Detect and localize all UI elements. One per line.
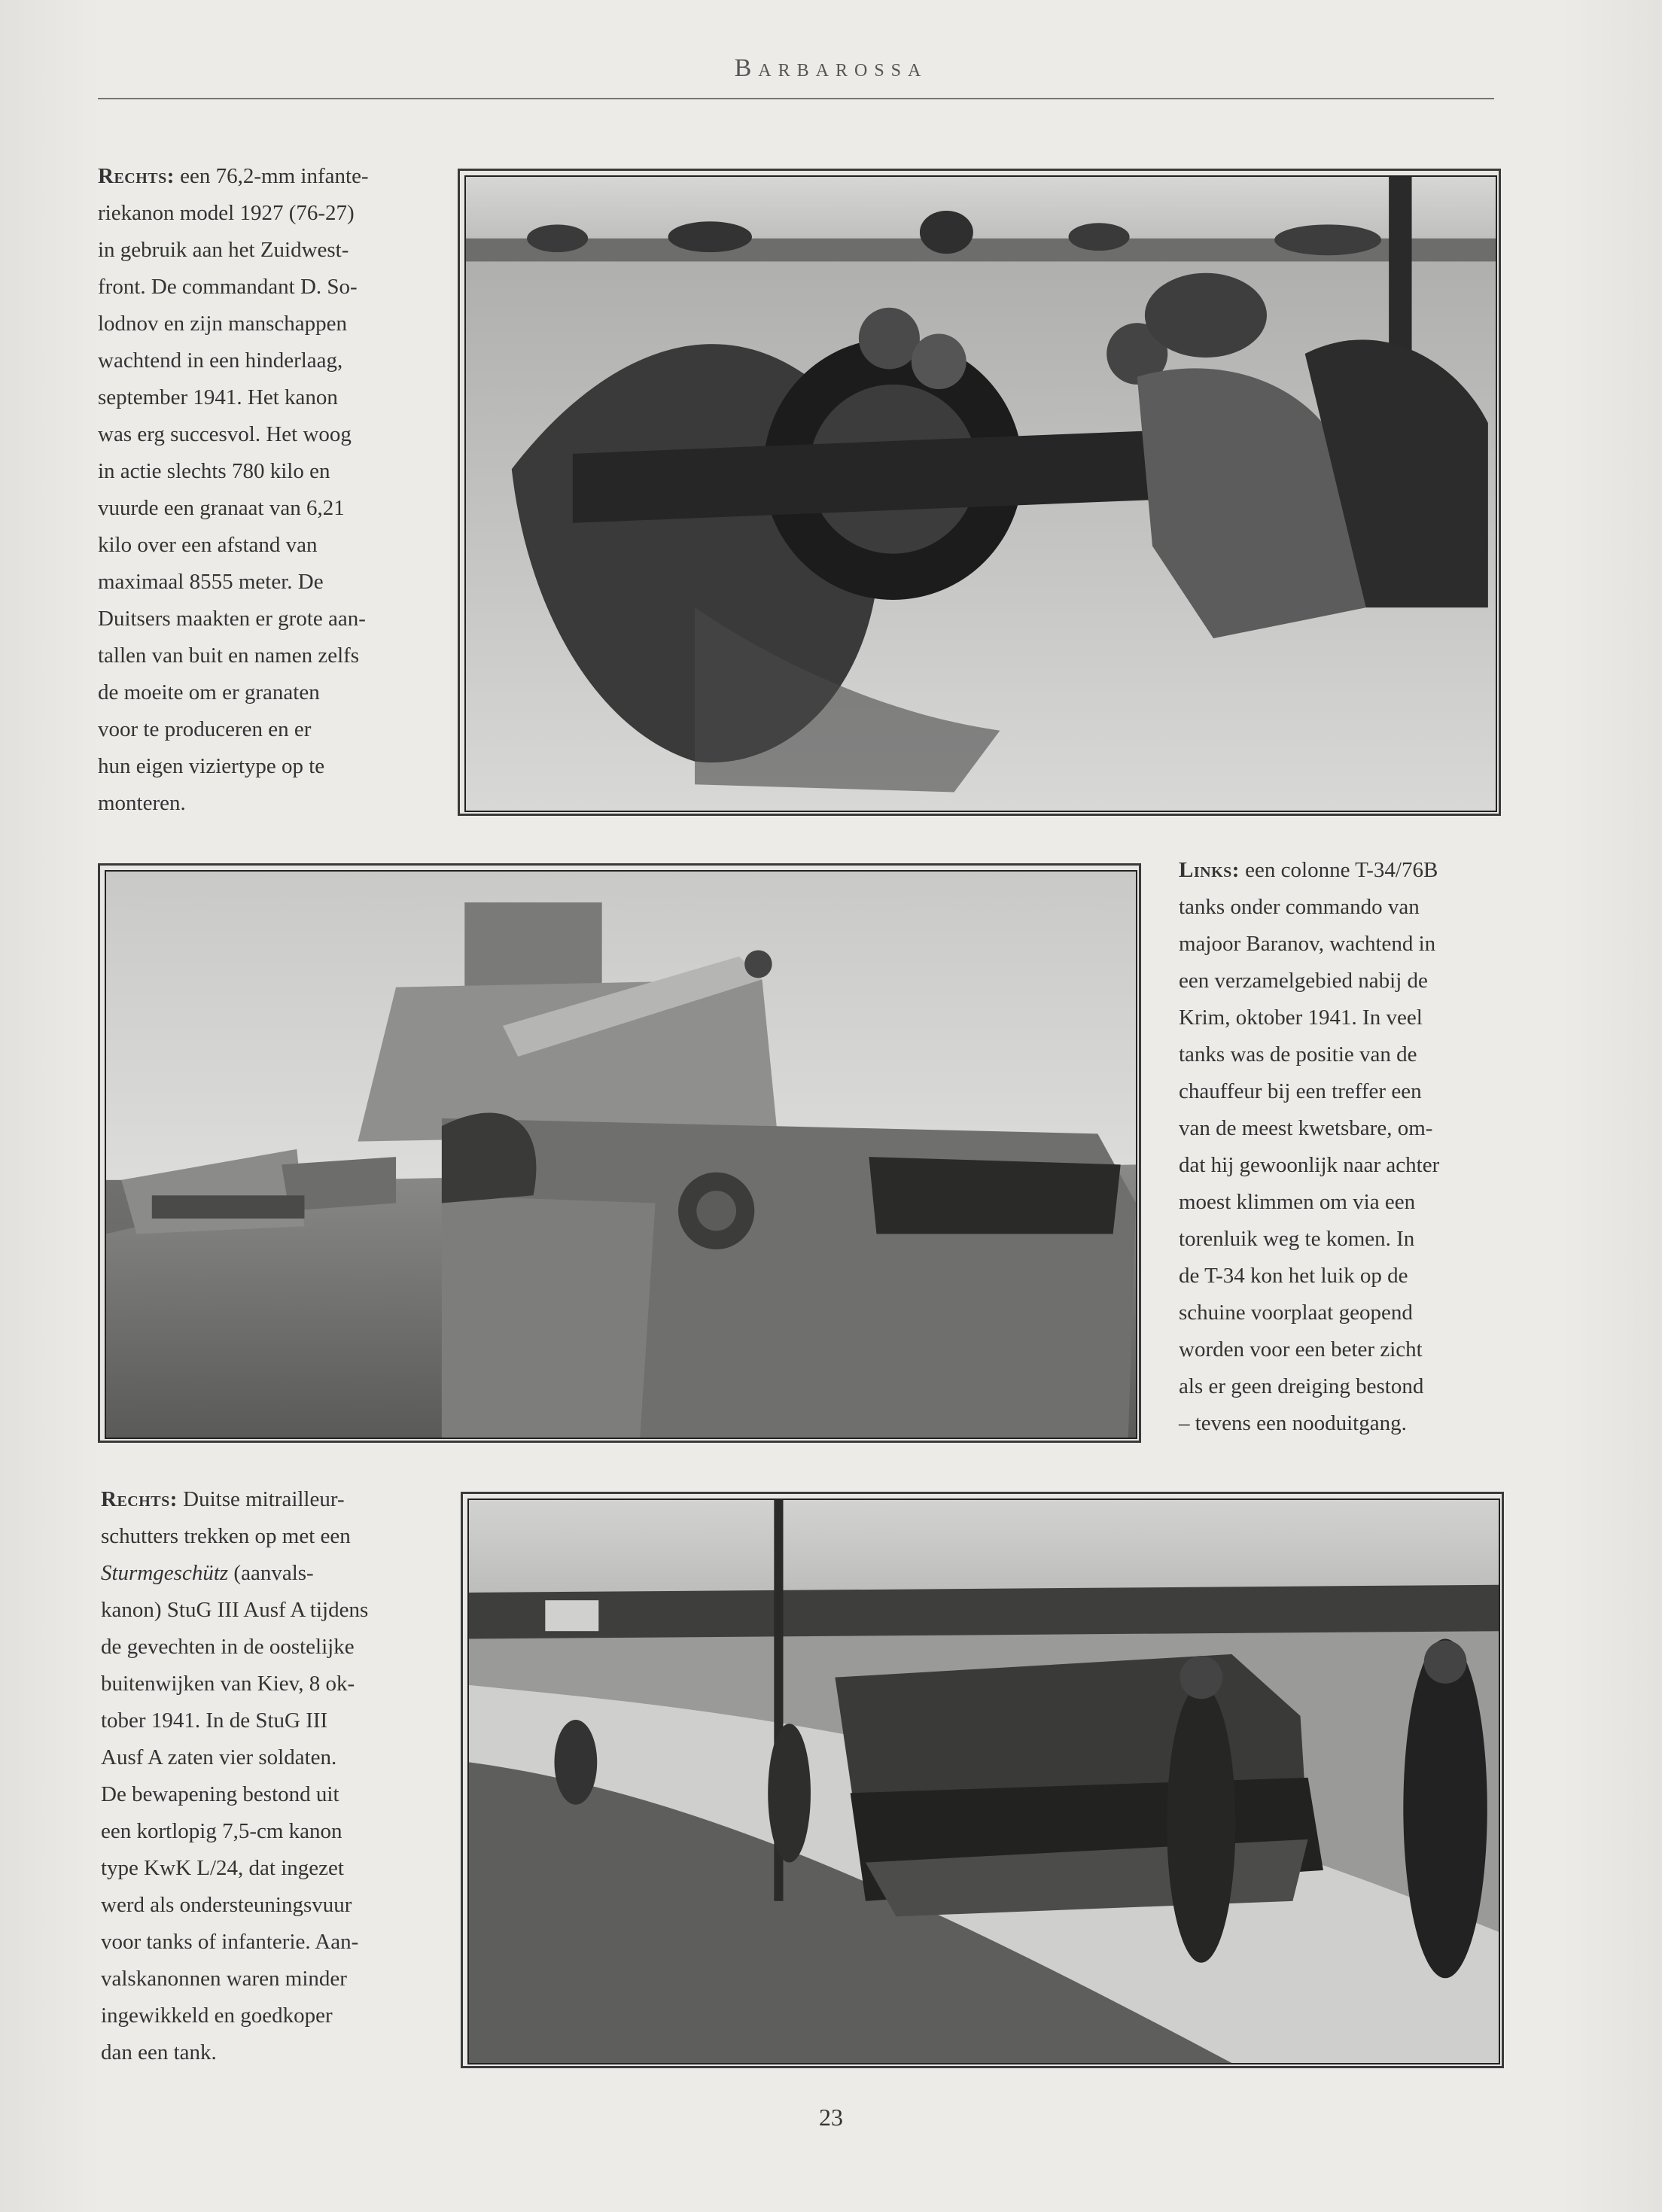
caption-stug: [101, 1481, 432, 2071]
caption-line: Duitsers maakten er grote aan-: [98, 607, 366, 631]
header-rule: [98, 98, 1494, 99]
caption-line: monteren.: [98, 791, 186, 815]
caption-line: een kortlopig 7,5-cm kanon: [101, 1819, 342, 1843]
caption-line: kilo over een afstand van: [98, 533, 318, 557]
caption-line: valskanonnen waren minder: [101, 1967, 347, 1991]
caption-line: van de meest kwetsbare, om-: [1179, 1116, 1433, 1140]
caption-line: als er geen dreiging bestond: [1179, 1374, 1424, 1398]
caption-infantry-gun: [98, 158, 429, 822]
caption-line: dat hij gewoonlijk naar achter: [1179, 1153, 1440, 1177]
running-header: Barbarossa: [734, 54, 928, 82]
caption-line: maximaal 8555 meter. De: [98, 570, 324, 594]
caption-line: vuurde een granaat van 6,21: [98, 496, 345, 520]
caption-line: in actie slechts 780 kilo en: [98, 459, 330, 483]
caption-line: tanks onder commando van: [1179, 895, 1420, 919]
caption-label: Links:: [1179, 858, 1240, 882]
caption-line: een 76,2-mm infante-: [180, 164, 369, 188]
caption-line: – tevens een nooduitgang.: [1179, 1411, 1407, 1435]
caption-line: de moeite om er granaten: [98, 680, 320, 704]
caption-line: in gebruik aan het Zuidwest-: [98, 238, 349, 262]
caption-line: werd als ondersteuningsvuur: [101, 1893, 352, 1917]
caption-line: tanks was de positie van de: [1179, 1042, 1417, 1066]
caption-line: voor te produceren en er: [98, 717, 312, 741]
caption-line: een colonne T-34/76B: [1245, 858, 1438, 882]
caption-line: tallen van buit en namen zelfs: [98, 644, 360, 668]
caption-line: De bewapening bestond uit: [101, 1782, 339, 1806]
caption-line: Krim, oktober 1941. In veel: [1179, 1006, 1423, 1030]
caption-line: Duitse mitrailleur-: [183, 1487, 345, 1511]
caption-line: een verzamelgebied nabij de: [1179, 969, 1428, 993]
caption-line: kanon) StuG III Ausf A tijdens: [101, 1598, 369, 1622]
caption-line: Ausf A zaten vier soldaten.: [101, 1745, 337, 1769]
caption-line: riekanon model 1927 (76-27): [98, 201, 355, 225]
caption-line: wachtend in een hinderlaag,: [98, 348, 343, 373]
caption-line: (aanvals-: [228, 1561, 314, 1585]
caption-line: type KwK L/24, dat ingezet: [101, 1856, 344, 1880]
caption-t34-column: [1179, 852, 1495, 1442]
photo-soldiers-infantry-gun-image: [466, 177, 1496, 811]
caption-line: torenluik weg te komen. In: [1179, 1227, 1415, 1251]
caption-line: hun eigen viziertype op te: [98, 754, 325, 778]
caption-line: moest klimmen om via een: [1179, 1190, 1416, 1214]
caption-line: was erg succesvol. Het woog: [98, 422, 352, 446]
caption-line: tober 1941. In de StuG III: [101, 1708, 328, 1733]
caption-italic-term: Sturmgeschütz: [101, 1561, 229, 1585]
caption-label: Rechts:: [98, 164, 175, 188]
caption-line: lodnov en zijn manschappen: [98, 312, 347, 336]
page-number: 23: [819, 2104, 843, 2131]
caption-line: schutters trekken op met een: [101, 1524, 351, 1548]
caption-line: buitenwijken van Kiev, 8 ok-: [101, 1672, 355, 1696]
caption-line: ingewikkeld en goedkoper: [101, 2004, 333, 2028]
photo-t34-tank-column-image: [106, 872, 1136, 1438]
photo-stug-assault-gun-infantry-image: [469, 1500, 1499, 2063]
caption-line: majoor Baranov, wachtend in: [1179, 932, 1436, 956]
photo-t34-tank-column: [98, 863, 1141, 1443]
caption-line: dan een tank.: [101, 2040, 217, 2064]
photo-stug-assault-gun-infantry: [461, 1492, 1504, 2068]
caption-line: chauffeur bij een treffer een: [1179, 1079, 1422, 1103]
caption-line: front. De commandant D. So-: [98, 275, 358, 299]
caption-line: worden voor een beter zicht: [1179, 1337, 1423, 1362]
caption-line: de gevechten in de oostelijke: [101, 1635, 355, 1659]
caption-label: Rechts:: [101, 1487, 178, 1511]
caption-line: september 1941. Het kanon: [98, 385, 338, 409]
caption-line: voor tanks of infanterie. Aan-: [101, 1930, 359, 1954]
caption-line: de T-34 kon het luik op de: [1179, 1264, 1408, 1288]
caption-line: schuine voorplaat geopend: [1179, 1301, 1413, 1325]
photo-soldiers-infantry-gun: [458, 169, 1501, 816]
